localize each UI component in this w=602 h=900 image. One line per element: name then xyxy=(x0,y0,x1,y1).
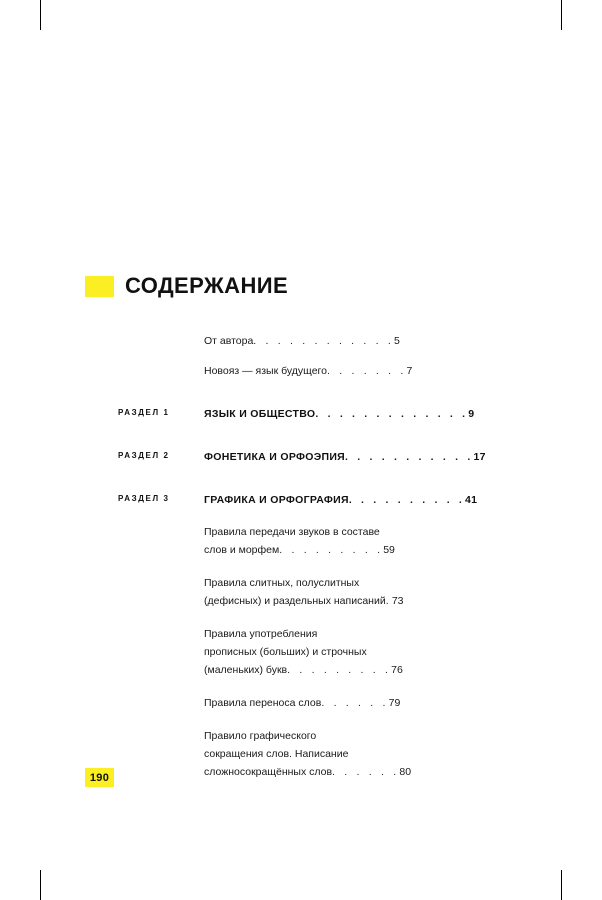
toc-subentry-line: Правила передачи звуков в составе xyxy=(204,526,380,538)
toc-leader: . . . . . . . . . xyxy=(279,544,384,556)
toc-subentry-line-last xyxy=(204,592,518,610)
toc-leader: . . . . . . . . . xyxy=(287,664,392,676)
toc-subentry-slitnyh[interactable] xyxy=(118,574,518,610)
toc-subentry-text: Правила переноса слов xyxy=(204,697,322,709)
toc-leader: . . . . . . . . . . . . . xyxy=(315,408,469,420)
toc-subentry-line-last xyxy=(204,763,518,781)
page-folio xyxy=(85,768,114,787)
toc-entry-novoyaz[interactable] xyxy=(118,363,518,379)
toc-subentry-text: слов и морфем xyxy=(204,544,280,556)
toc-page-number: 59 xyxy=(383,544,395,556)
toc-page-number: 76 xyxy=(391,664,403,676)
toc-subentry-sokrashcheniya[interactable] xyxy=(118,727,518,781)
toc-section-title: ГРАФИКА И ОРФОГРАФИЯ xyxy=(204,494,349,506)
toc-leader: . xyxy=(385,595,392,607)
toc-section-title: ФОНЕТИКА И ОРФОЭПИЯ xyxy=(204,451,346,463)
toc-section-label: РАЗДЕЛ 1 xyxy=(118,408,170,417)
toc-subentry-line-last xyxy=(204,541,518,559)
toc-page-number: 80 xyxy=(399,766,412,778)
toc-entry-ot-avtora[interactable] xyxy=(118,333,518,349)
toc-leader: . . . . . . xyxy=(332,766,400,778)
toc-subentry-text: (маленьких) букв xyxy=(204,664,288,676)
toc-section-2[interactable] xyxy=(118,450,518,466)
toc-section-title: ЯЗЫК И ОБЩЕСТВО xyxy=(204,408,316,420)
toc-page-number: 7 xyxy=(406,365,413,377)
toc-entry-label: Новояз — язык будущего xyxy=(204,365,327,377)
toc-section-label: РАЗДЕЛ 2 xyxy=(118,451,170,460)
table-of-contents xyxy=(118,333,518,796)
toc-page-number: 17 xyxy=(473,451,486,463)
crop-mark-bottom-right xyxy=(561,870,562,900)
toc-subentry-line: Правила слитных, полуслитных xyxy=(204,577,360,589)
toc-subentry-text: сложносокращённых слов xyxy=(204,766,333,778)
toc-subentry-line: сокращения слов. Написание xyxy=(204,748,349,760)
crop-mark-top-left xyxy=(40,0,41,30)
title-highlight-block xyxy=(85,276,114,297)
toc-page-number: 41 xyxy=(465,494,478,506)
toc-leader: . . . . . . . . . . . . xyxy=(253,335,394,347)
page-title xyxy=(85,275,288,297)
crop-mark-top-right xyxy=(561,0,562,30)
page-folio-number: 190 xyxy=(89,771,110,784)
toc-leader: . . . . . . . xyxy=(326,365,407,377)
toc-section-3[interactable] xyxy=(118,493,518,509)
crop-mark-bottom-left xyxy=(40,870,41,900)
toc-page-number: 9 xyxy=(468,408,475,420)
toc-subentry-peredachi-zvukov[interactable] xyxy=(118,523,518,559)
toc-section-label: РАЗДЕЛ 3 xyxy=(118,494,170,503)
toc-page-number: 5 xyxy=(394,335,400,347)
toc-subentry-line: Правило графического xyxy=(204,730,317,742)
toc-subentry-line: прописных (больших) и строчных xyxy=(204,646,367,658)
toc-leader: . . . . . . xyxy=(321,697,389,709)
toc-subentry-line-last xyxy=(204,694,518,712)
toc-subentry-propisnyh[interactable] xyxy=(118,625,518,679)
toc-entry-label: От автора xyxy=(204,335,254,347)
toc-subentry-line: Правила употребления xyxy=(204,628,318,640)
toc-leader: . . . . . . . . . . . xyxy=(345,451,474,463)
toc-page-number: 79 xyxy=(388,697,401,709)
toc-subentry-perenosa[interactable] xyxy=(118,694,518,712)
toc-section-1[interactable] xyxy=(118,407,518,423)
page-title-text: СОДЕРЖАНИЕ xyxy=(125,273,289,298)
toc-page-number: 73 xyxy=(391,595,404,607)
toc-subentry-line-last xyxy=(204,661,518,679)
toc-leader: . . . . . . . . . . xyxy=(348,494,466,506)
toc-subentry-text: (дефисных) и раздельных написаний xyxy=(204,595,386,607)
